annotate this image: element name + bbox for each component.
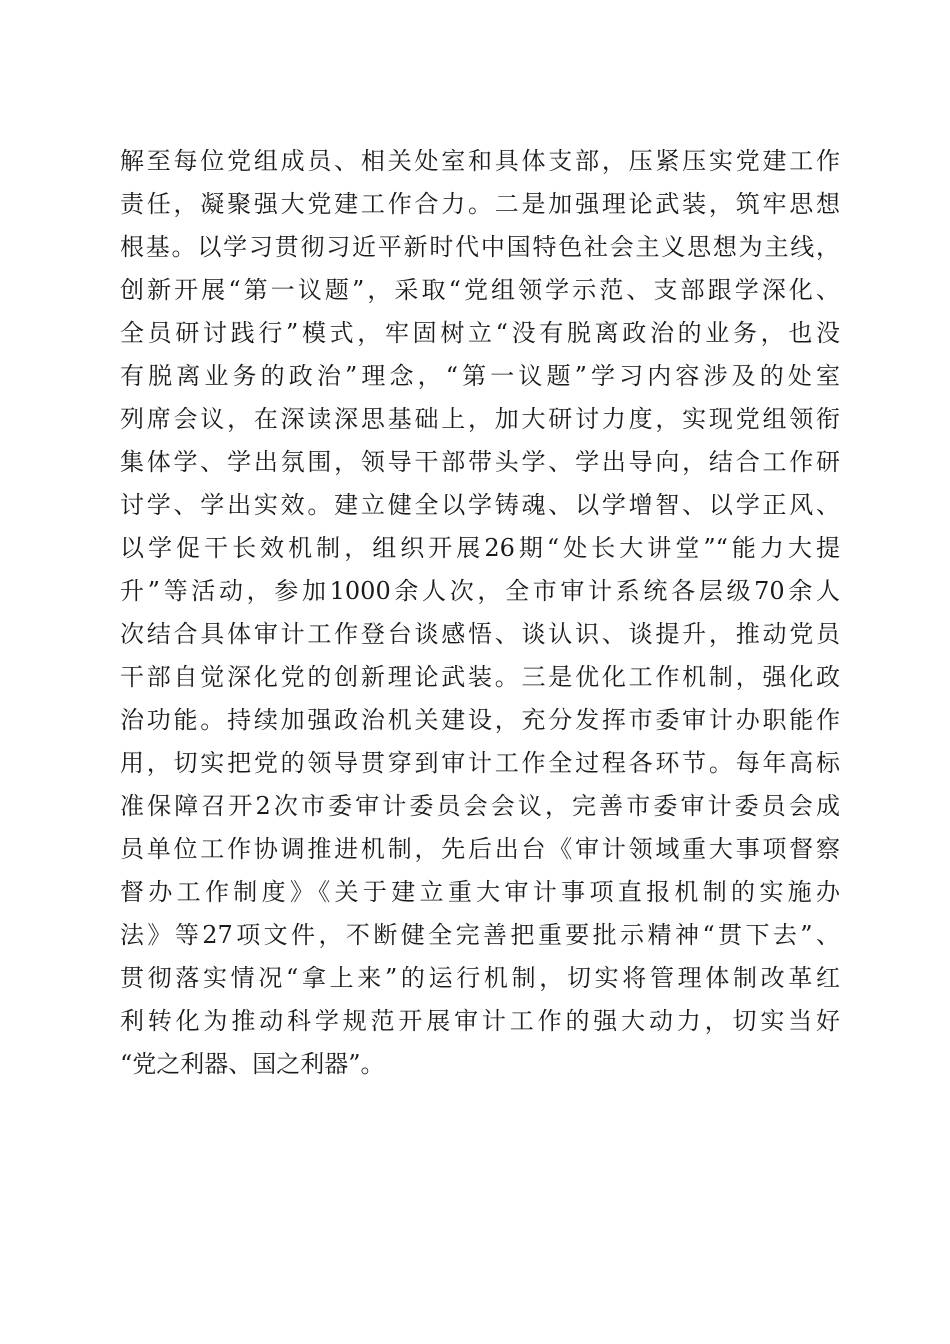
text-line: 责任，凝聚强大党建工作合力。二是加强理论武装，筑牢思想 (120, 190, 840, 218)
text-line: 用，切实把党的领导贯穿到审计工作全过程各环节。每年高标 (120, 749, 840, 777)
text-line: 升”等活动，参加1000余人次，全市审计系统各层级70余人 (120, 577, 840, 605)
text-line: 创新开展“第一议题”，采取“党组领学示范、支部跟学深化、 (120, 276, 840, 304)
text-line: 次结合具体审计工作登台谈感悟、谈认识、谈提升，推动党员 (120, 620, 840, 648)
text-line: 法》等27项文件，不断健全完善把重要批示精神“贯下去”、 (120, 921, 840, 949)
text-line: 全员研讨践行”模式，牢固树立“没有脱离政治的业务，也没 (120, 319, 840, 347)
text-line: 集体学、学出氛围，领导干部带头学、学出导向，结合工作研 (120, 448, 840, 476)
text-line: 干部自觉深化党的创新理论武装。三是优化工作机制，强化政 (120, 663, 840, 691)
text-line: 准保障召开2次市委审计委员会会议，完善市委审计委员会成 (120, 792, 840, 820)
text-line: 有脱离业务的政治”理念，“第一议题”学习内容涉及的处室 (120, 362, 840, 390)
text-line: “党之利器、国之利器”。 (120, 1050, 385, 1078)
text-line: 列席会议，在深读深思基础上，加大研讨力度，实现党组领衔 (120, 405, 840, 433)
text-line: 利转化为推动科学规范开展审计工作的强大动力，切实当好 (120, 1007, 840, 1035)
text-line: 解至每位党组成员、相关处室和具体支部，压紧压实党建工作 (120, 147, 840, 175)
text-line: 讨学、学出实效。建立健全以学铸魂、以学增智、以学正风、 (120, 491, 840, 519)
text-line: 以学促干长效机制，组织开展26期“处长大讲堂”“能力大提 (120, 534, 840, 562)
text-line: 贯彻落实情况“拿上来”的运行机制，切实将管理体制改革红 (120, 964, 840, 992)
text-line: 根基。以学习贯彻习近平新时代中国特色社会主义思想为主线， (120, 233, 840, 261)
text-line: 员单位工作协调推进机制，先后出台《审计领域重大事项督察 (120, 835, 840, 863)
body-paragraph (120, 140, 840, 1086)
text-line: 治功能。持续加强政治机关建设，充分发挥市委审计办职能作 (120, 706, 840, 734)
text-line: 督办工作制度》《关于建立重大审计事项直报机制的实施办 (120, 878, 840, 906)
